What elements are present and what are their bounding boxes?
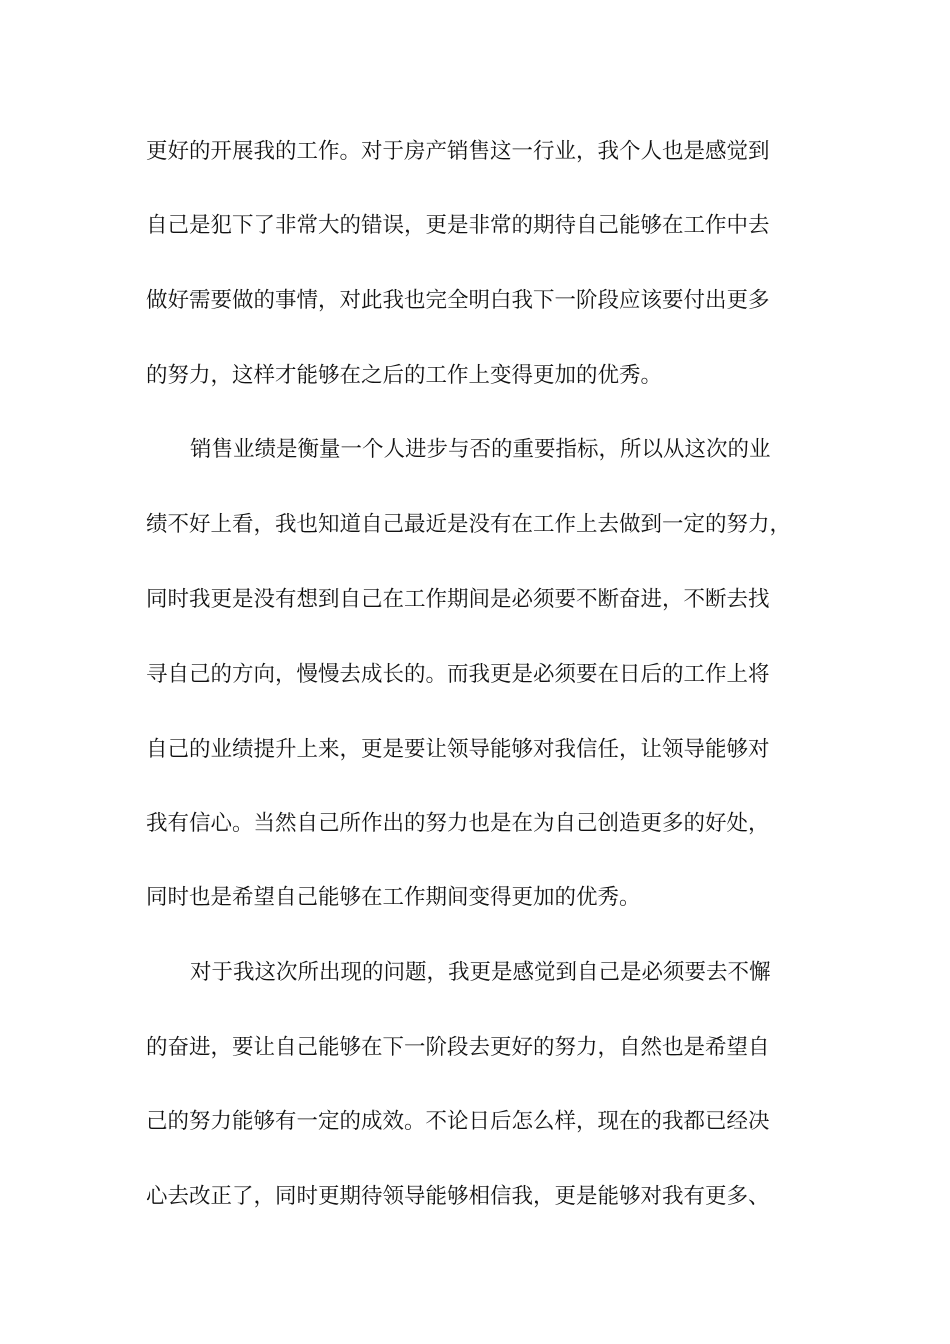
paragraph-1-line-4: 的努力，这样才能够在之后的工作上变得更加的优秀。 xyxy=(146,363,663,388)
paragraph-3-line-2: 的奋进，要让自己能够在下一阶段去更好的努力，自然也是希望自 xyxy=(146,1035,770,1060)
paragraph-3-line-1: 对于我这次所出现的问题，我更是感觉到自己是必须要去不懈 xyxy=(190,960,771,985)
paragraph-1-line-1: 更好的开展我的工作。对于房产销售这一行业，我个人也是感觉到 xyxy=(146,139,770,164)
paragraph-2-line-5: 自己的业绩提升上来，更是要让领导能够对我信任，让领导能够对 xyxy=(146,737,770,762)
paragraph-3-line-3: 己的努力能够有一定的成效。不论日后怎么样，现在的我都已经决 xyxy=(146,1109,770,1134)
paragraph-2-line-6: 我有信心。当然自己所作出的努力也是在为自己创造更多的好处， xyxy=(146,811,770,836)
paragraph-2-line-3: 同时我更是没有想到自己在工作期间是必须要不断奋进，不断去找 xyxy=(146,587,770,612)
paragraph-3-line-4: 心去改正了，同时更期待领导能够相信我，更是能够对我有更多、 xyxy=(146,1184,770,1209)
paragraph-1-line-3: 做好需要做的事情，对此我也完全明白我下一阶段应该要付出更多 xyxy=(146,288,770,313)
paragraph-2-line-4: 寻自己的方向，慢慢去成长的。而我更是必须要在日后的工作上将 xyxy=(146,662,770,687)
paragraph-1-line-2: 自己是犯下了非常大的错误，更是非常的期待自己能够在工作中去 xyxy=(146,213,770,238)
paragraph-2-line-2: 绩不好上看，我也知道自己最近是没有在工作上去做到一定的努力， xyxy=(146,512,792,537)
paragraph-2-line-7: 同时也是希望自己能够在工作期间变得更加的优秀。 xyxy=(146,885,641,910)
paragraph-2-line-1: 销售业绩是衡量一个人进步与否的重要指标，所以从这次的业 xyxy=(190,437,771,462)
